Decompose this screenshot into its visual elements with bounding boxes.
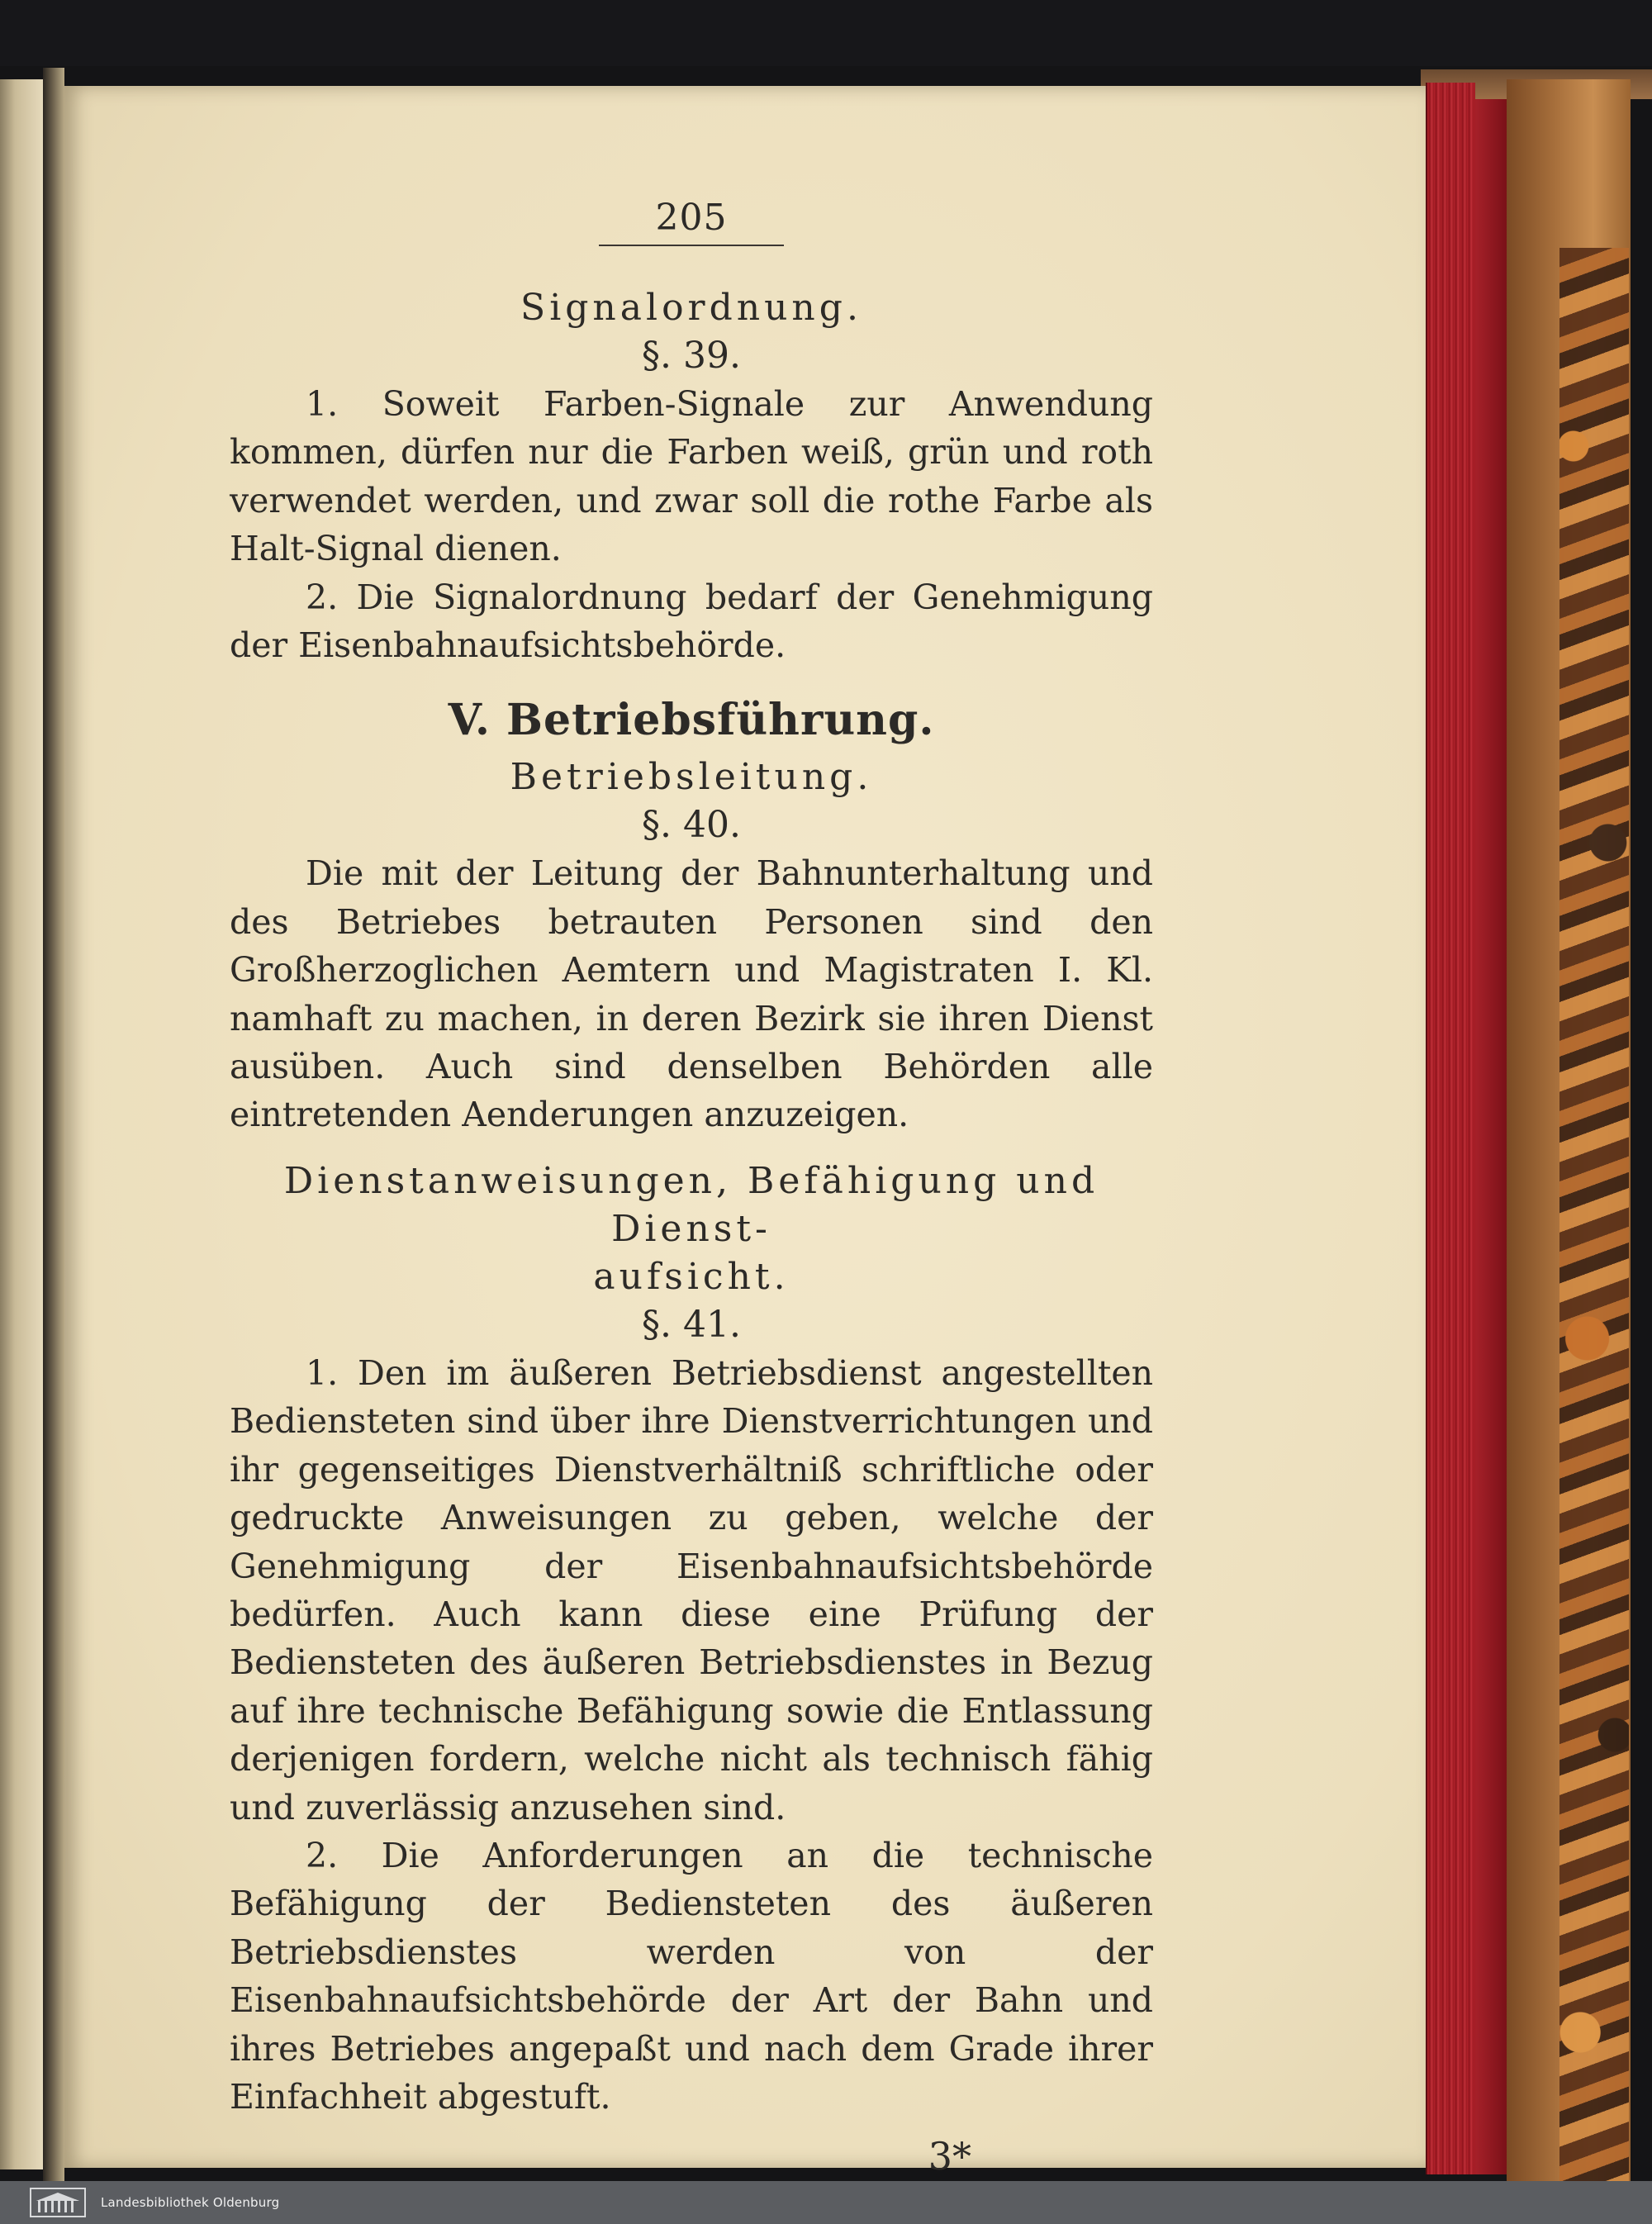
book-gutter	[43, 68, 64, 2183]
page-number-rule	[599, 245, 784, 246]
footer-bar	[0, 2181, 1652, 2224]
red-page-edges	[1426, 83, 1475, 2174]
page-text-block	[230, 195, 1153, 2180]
section-41-paragraph-1: 1. Den im äußeren Betriebsdienst angestellten Bediensteten sind über ihre Dienstverrichtungen und ihr gegenseitiges Dienstverhältniß schriftliche oder gedruckte Anweisungen zu geben, welche der Genehmigung der Eisenbahnaufsichtsbehörde bedürfen. Auch kann diese eine Prüfung der Bediensteten des äußeren Betriebsdienstes in Bezug auf ihre technische Befähigung sowie die Entlassung derjenigen fordern, welche nicht als technisch fähig und zuverlässig anzusehen sind.	[230, 1352, 1153, 1827]
section-39-paragraph-1: 1. Soweit Farben-Signale zur Anwendung kommen, dürfen nur die Farben weiß, grün und roth verwendet werden, und zwar soll die rothe Farbe als Halt-Signal dienen.	[230, 384, 1153, 569]
spacer	[230, 669, 1153, 687]
marbled-cover-paper	[1559, 248, 1629, 2224]
section-41-paragraph-2: 2. Die Anforderungen an die technische Befähigung der Bediensteten des äußeren Betriebsdienstes werden von der Eisenbahnaufsichtsbehörde der Art der Bahn und ihres Betriebes angepaßt und nach dem Grade ihrer Einfachheit abgestuft.	[230, 1835, 1153, 2117]
section-41-label: §. 41.	[642, 1303, 741, 1346]
section-39-paragraph-2: 2. Die Signalordnung bedarf der Genehmigung der Eisenbahnaufsichtsbehörde.	[230, 577, 1153, 666]
heading-dienstanweisungen-line-1: Dienstanweisungen, Befähigung und Dienst-	[283, 1159, 1099, 1250]
heading-betriebsleitung: Betriebsleitung.	[510, 756, 873, 799]
spacer	[230, 1139, 1153, 1157]
scan-background	[0, 0, 1652, 66]
signature-mark: 3*	[928, 2134, 971, 2179]
chapter-title-betriebsfuehrung: V. Betriebsführung.	[448, 695, 935, 746]
page-number: 205	[655, 197, 728, 239]
section-40-paragraph: Die mit der Leitung der Bahnunterhaltung und des Betriebes betrauten Personen sind den Großherzoglichen Aemtern und Magistraten I. Kl. namhaft zu machen, in deren Bezirk sie ihren Dienst ausüben. Auch sind denselben Behörden alle eintretenden Aenderungen anzuzeigen.	[230, 853, 1153, 1135]
section-40-label: §. 40.	[642, 804, 741, 847]
library-name: Landesbibliothek Oldenburg	[101, 2195, 280, 2210]
library-building-icon	[30, 2188, 86, 2217]
section-39-label: §. 39.	[642, 335, 741, 377]
heading-dienstanweisungen-line-2: aufsicht.	[593, 1255, 790, 1298]
red-page-edge-outer	[1474, 99, 1507, 2174]
left-facing-page-edge	[0, 79, 45, 2169]
heading-signalordnung: Signalordnung.	[520, 287, 862, 329]
